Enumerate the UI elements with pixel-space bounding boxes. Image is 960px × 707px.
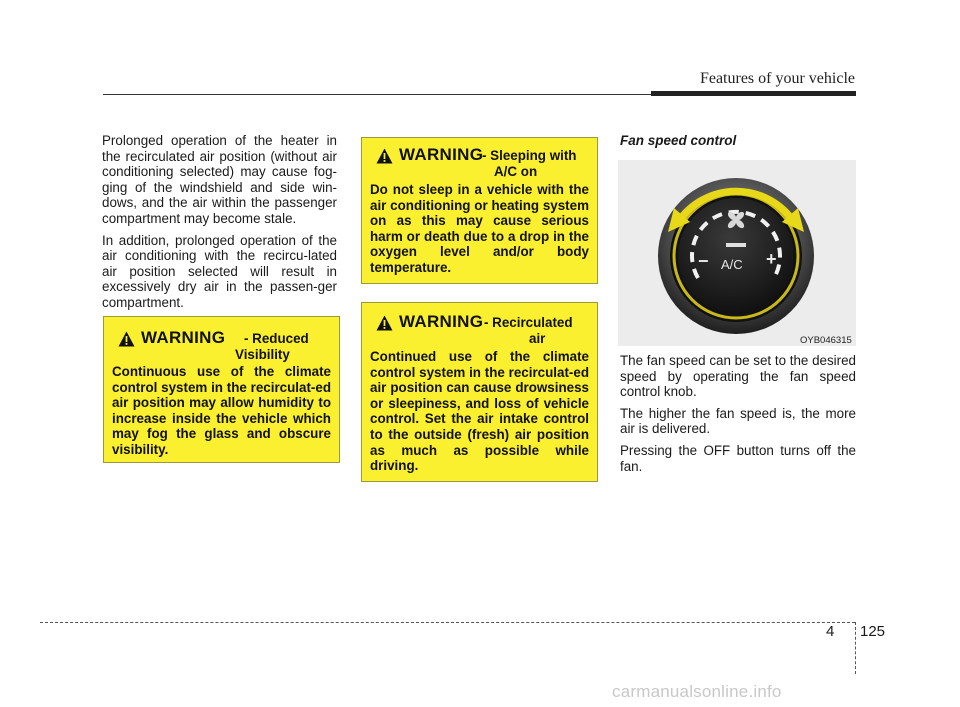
section-heading: Fan speed control — [620, 133, 737, 148]
figure-code: OYB046315 — [800, 335, 852, 346]
page-number: 125 — [860, 623, 886, 640]
warning-body: Continued use of the climate control system in the recirculat-ed air position can cause drowsiness or sleepiness, and loss of vehicle control. Set the air intake control to the outside (fresh) air position as much as possible while driving. — [370, 349, 589, 474]
warning-header — [104, 317, 339, 364]
warning-subtitle: - Recirculated — [484, 315, 573, 330]
warning-header — [362, 303, 597, 349]
page-header-title: Features of your vehicle — [699, 70, 855, 87]
intro-paragraph-2: In addition, prolonged operation of the air conditioning with the recircu-lated air position selected will result in excessively dry air in the passen-ger compartment. — [102, 232, 337, 310]
intro-paragraph-1: Prolonged operation of the heater in the recirculated air position (without air conditioning selected) may cause fog-ging of the windshield and side win-dows, and the air within the passenger compartment may become stale. — [102, 133, 337, 226]
warning-body: Continuous use of the climate control system in the recirculat-ed air position may allow humidity to increase inside the vehicle which may fog the glass and obscure visibility. — [112, 364, 331, 457]
fan-knob-figure — [618, 160, 856, 346]
header-rule-thick — [651, 91, 856, 96]
watermark: carmanualsonline.info — [612, 682, 782, 701]
warning-triangle-icon — [376, 315, 393, 331]
warning-triangle-icon — [118, 331, 135, 347]
warning-box-sleeping — [361, 137, 598, 284]
warning-word: WARNING — [141, 328, 226, 347]
chapter-number: 4 — [826, 623, 835, 640]
warning-header — [362, 138, 597, 182]
footer-rule — [40, 622, 855, 623]
warning-subtitle: - Sleeping with — [482, 148, 577, 163]
footer-divider — [855, 622, 856, 674]
warning-box-reduced-visibility — [103, 316, 340, 463]
knob-ac-label: A/C — [721, 257, 743, 272]
knob-minus-label: − — [698, 251, 709, 271]
fan-paragraph-2: The higher the fan speed is, the more air is delivered. — [620, 405, 856, 437]
warning-triangle-icon — [376, 148, 393, 164]
fan-paragraph-1: The fan speed can be set to the desired speed by operating the fan speed control knob. — [620, 353, 856, 400]
warning-subtitle: - Reduced — [244, 331, 309, 346]
header-rule — [103, 94, 651, 95]
warning-word: WARNING — [399, 312, 484, 331]
knob-plus-label: + — [766, 249, 777, 269]
fan-paragraph-3: Pressing the OFF button turns off the fan. — [620, 442, 856, 474]
warning-body: Do not sleep in a vehicle with the air conditioning or heating system on as this may cause serious harm or death due to a drop in the oxygen level and/or body temperature. — [370, 182, 589, 275]
warning-subtitle-line2: air — [529, 331, 546, 346]
warning-word: WARNING — [399, 145, 484, 164]
intro-text — [102, 133, 337, 317]
fan-knob-illustration — [618, 160, 856, 346]
warning-subtitle-line2: A/C on — [494, 164, 538, 179]
warning-box-recirculated-air — [361, 302, 598, 482]
warning-subtitle-line2: Visibility — [235, 347, 290, 362]
fan-speed-text — [620, 353, 856, 480]
